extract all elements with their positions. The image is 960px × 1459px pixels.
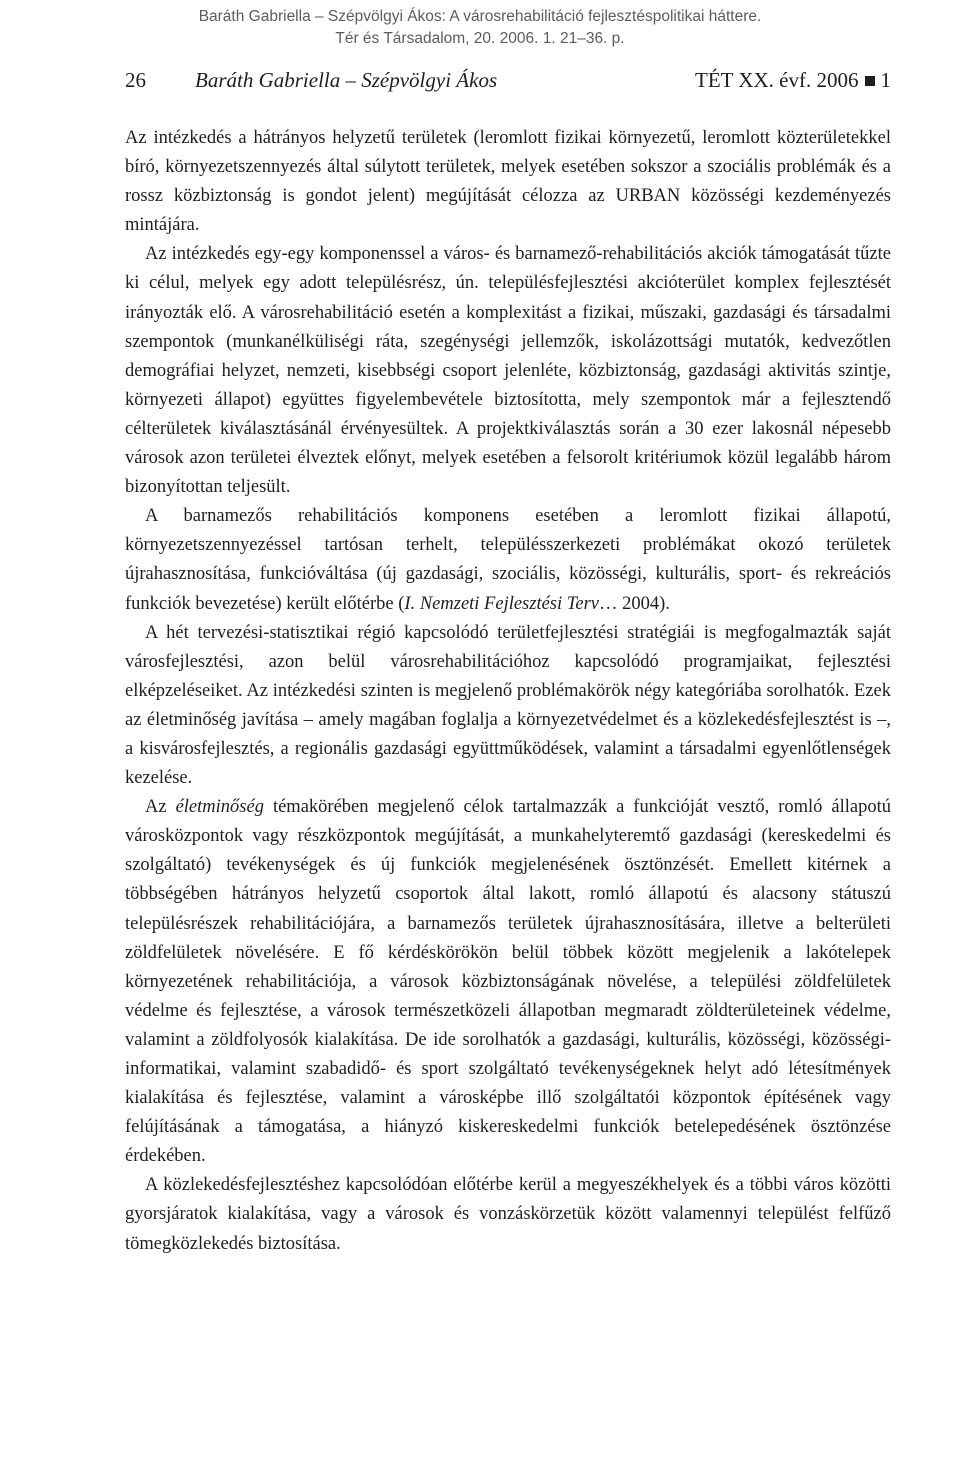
running-head-journal bbox=[695, 68, 891, 93]
journal-issue: 1 bbox=[880, 68, 891, 92]
paragraph-5 bbox=[125, 793, 891, 1171]
source-citation-line-1: Baráth Gabriella – Szépvölgyi Ákos: A városrehabilitáció fejlesztéspolitikai háttere. bbox=[198, 8, 762, 25]
paragraph-1: Az intézkedés a hátrányos helyzetű területek (leromlott fizikai környezetű, leromlott közterületekkel bíró, környezetszennyezés által súlytott területek, melyek esetében sokszor a szociális problémák és a rossz közbiztonság is gondot jelent) megújítását célozza az URBAN közösségi kezdeményezés mintájára. bbox=[125, 128, 891, 236]
source-citation-line-2: Tér és Társadalom, 20. 2006. 1. 21–36. p. bbox=[335, 30, 625, 47]
citation-year: … 2004). bbox=[599, 593, 670, 614]
paragraph-4: A hét tervezési-statisztikai régió kapcsolódó területfejlesztési stratégiái is megfogalmazták saját városfejlesztési, azon belül városrehabilitációhoz kapcsolódó programjaikat, fejlesztési elképzeléseiket. Az intézkedési szinten is megjelenő problémakörök négy kategóriába sorolhatók. Ezek az életminőség javítása – amely magában foglalja a környezetvédelmet és a közlekedésfejlesztést is –, a kisvárosfejlesztés, a regionális gazdasági együttműködések, valamint a társadalmi egyenlőtlenségek kezelése. bbox=[125, 622, 891, 789]
paragraph-5-lead: Az bbox=[145, 797, 176, 818]
emphasized-term: életminőség bbox=[175, 797, 264, 818]
square-bullet-icon bbox=[865, 76, 875, 86]
running-head-authors: Baráth Gabriella – Szépvölgyi Ákos bbox=[195, 68, 498, 92]
paragraph-3-text: A barnamezős rehabilitációs komponens esetében a leromlott fizikai állapotú, környezetszennyezéssel tartósan terhelt, településszerkezeti problémákat okozó területek újrahasznosítása, funkcióváltása (új gazdasági, szociális, közösségi, kulturális, sport- és rekreációs funkciók bevezetése) került előtérbe ( bbox=[125, 506, 891, 614]
page-number: 26 bbox=[125, 68, 146, 92]
paragraph-3 bbox=[125, 502, 891, 618]
running-head bbox=[125, 68, 891, 96]
paragraph-5-text: témakörében megjelenő célok tartalmazzák a funkcióját vesztő, romló állapotú városközpontok vagy részközpontok megújítását, a munkahelyteremtő gazdasági (kereskedelmi és szolgáltató) tevékenységek és új funkciók megjelenésének ösztönzését. Emellett kitérnek a többségében hátrányos helyzetű csoportok által lakott, romló állapotú és alacsony státuszú településrészek rehabilitációjára, a barnamezős területek újrahasznosítására, illetve a belterületi zöldfelületek növelésére. E fő kérdéskörökön belül többek között megjelenik a lakótelepek környezetének rehabilitációja, a városok közbiztonságának növelése, a települési zöldfelületek védelme és fejlesztése, a városok természetközeli állapotban megmaradt zöldterületeinek védelme, valamint a zöldfolyosók kialakítása. De ide sorolhatók a gazdasági, kulturális, közösségi, közösségi-informatikai, valamint szabadidő- és sport szolgáltató tevékenységeknek helyt adó létesítmények kialakítása és fejlesztése, valamint a városképbe illő szolgáltatói központok építésének vagy felújításának a támogatása, a hiányzó kiskereskedelmi funkciók betelepedésének ösztönzése érdekében. bbox=[125, 797, 891, 1167]
paragraph-6: A közlekedésfejlesztéshez kapcsolódóan előtérbe kerül a megyeszékhelyek és a többi város közötti gyorsjáratok kialakítása, vagy a városok és vonzáskörzetük között valamennyi települést felfűző tömegközlekedés biztosítása. bbox=[125, 1175, 891, 1254]
citation-title: I. Nemzeti Fejlesztési Terv bbox=[404, 593, 599, 614]
journal-volume-year: TÉT XX. évf. 2006 bbox=[695, 68, 859, 92]
article-body bbox=[125, 124, 891, 1259]
paragraph-2: Az intézkedés egy-egy komponenssel a város- és barnamező-rehabilitációs akciók támogatását tűzte ki célul, melyek egy adott településrész, ún. településfejlesztési akcióterület komplex fejlesztését irányozták elő. A városrehabilitáció esetén a komplexitást a fizikai, műszaki, gazdasági és társadalmi szempontok (munkanélküliségi ráta, szegénységi jellemzők, iskolázottsági mutatók, kedvezőtlen demográfiai helyzet, nemzeti, kisebbségi csoport jelenléte, közbiztonság, gazdasági aktivitás szintje, környezeti állapot) együttes figyelembevétele biztosította, mely szempontok már a fejlesztendő célterületek kiválasztásánál érvényesültek. A projektkiválasztás során a 30 ezer lakosnál népesebb városok azon területei élveztek előnyt, melyek esetében a felsorolt kritériumok közül legalább három bizonyítottan teljesült. bbox=[125, 244, 891, 498]
